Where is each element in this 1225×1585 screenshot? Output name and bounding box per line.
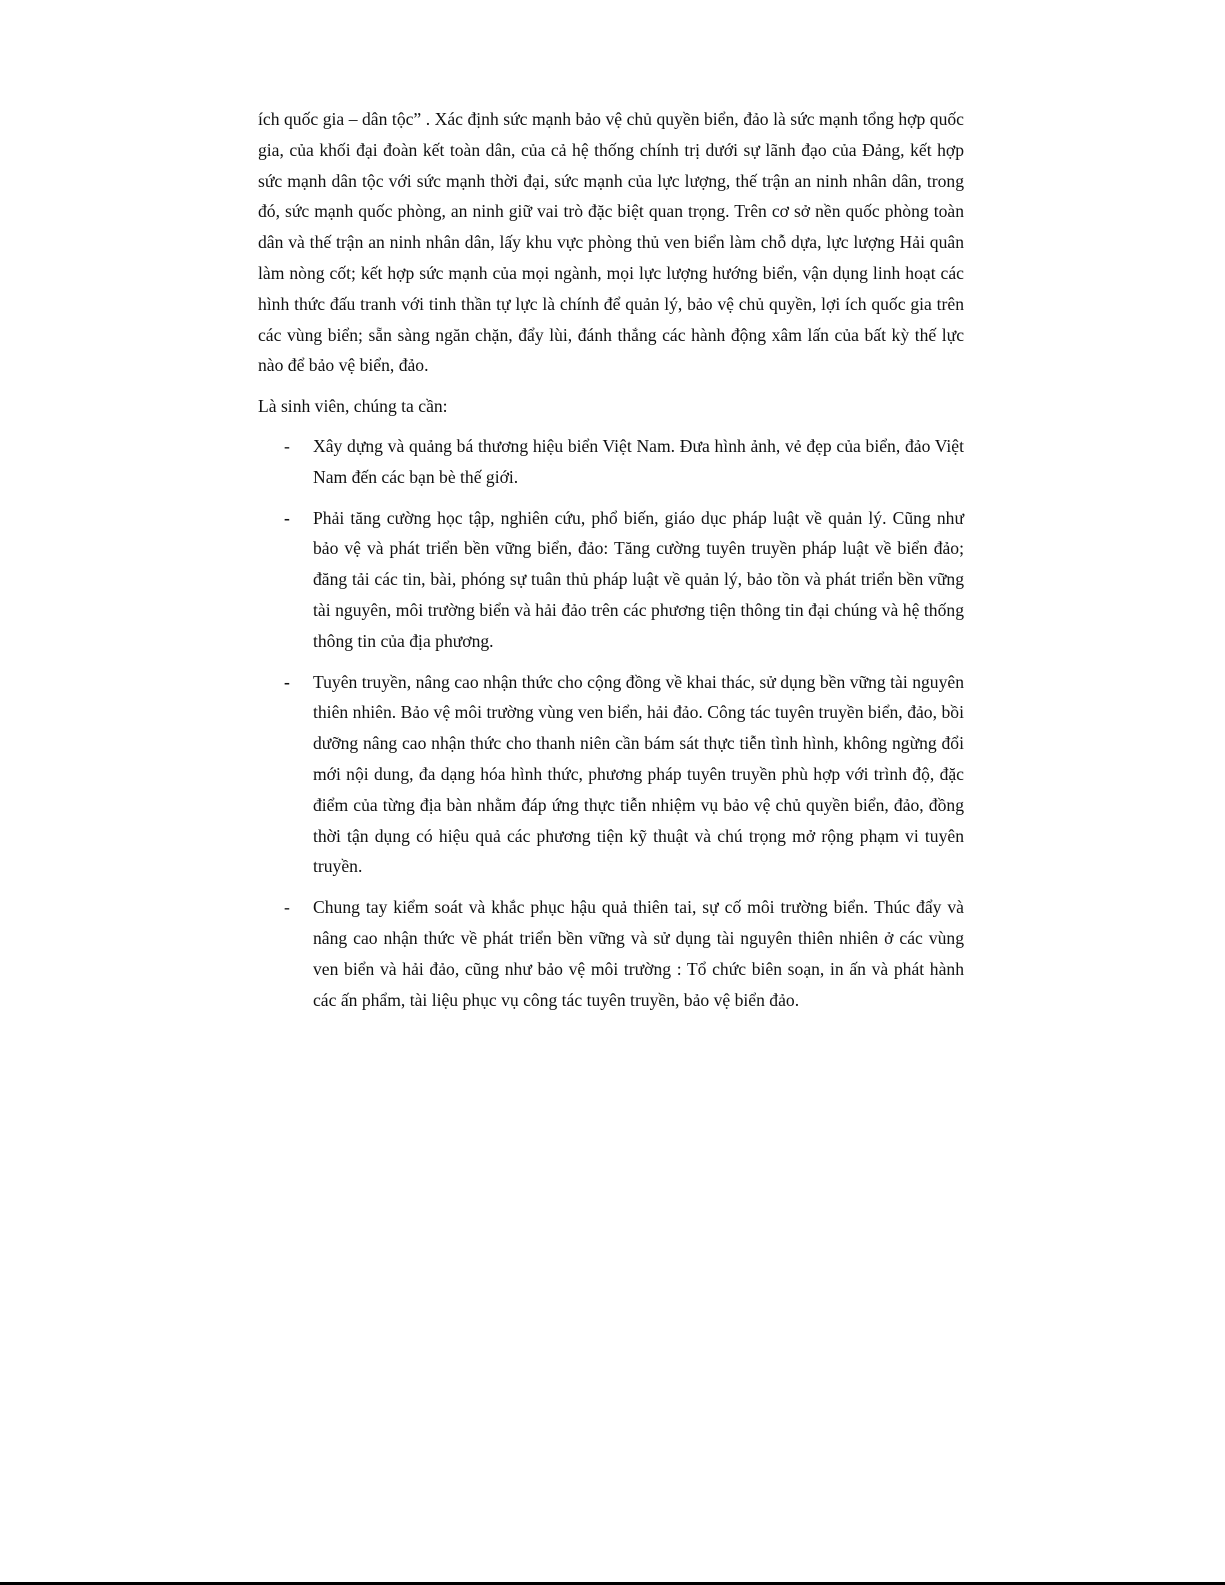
bullet-dash: - bbox=[284, 671, 290, 692]
bullet-item bbox=[258, 892, 964, 1015]
bullet-text: Chung tay kiểm soát và khắc phục hậu quả thiên tai, sự cố môi trường biển. Thúc đẩy và nâng cao nhận thức về phát triển bền vững và sử dụng tài nguyên thiên nhiên ở các vùng ven biển và hải đảo, cũng như bảo vệ môi trường : Tổ chức biên soạn, in ấn và phát hành các ấn phẩm, tài liệu phục vụ công tác tuyên truyền, bảo vệ biển đảo. bbox=[313, 897, 964, 1010]
body-paragraph: ích quốc gia – dân tộc” . Xác định sức mạnh bảo vệ chủ quyền biển, đảo là sức mạnh tổng hợp quốc gia, của khối đại đoàn kết toàn dân, của cả hệ thống chính trị dưới sự lãnh đạo của Đảng, kết hợp sức mạnh dân tộc với sức mạnh thời đại, sức mạnh của lực lượng, thế trận an ninh nhân dân, trong đó, sức mạnh quốc phòng, an ninh giữ vai trò đặc biệt quan trọng. Trên cơ sở nền quốc phòng toàn dân và thế trận an ninh nhân dân, lấy khu vực phòng thủ ven biển làm chỗ dựa, lực lượng Hải quân làm nòng cốt; kết hợp sức mạnh của mọi ngành, mọi lực lượng hướng biển, vận dụng linh hoạt các hình thức đấu tranh với tinh thần tự lực là chính để quản lý, bảo vệ chủ quyền, lợi ích quốc gia trên các vùng biển; sẵn sàng ngăn chặn, đẩy lùi, đánh thắng các hành động xâm lấn của bất kỳ thế lực nào để bảo vệ biển, đảo. bbox=[258, 109, 964, 376]
bullet-text: Tuyên truyền, nâng cao nhận thức cho cộng đồng về khai thác, sử dụng bền vững tài nguyên thiên nhiên. Bảo vệ môi trường vùng ven biển, hải đảo. Công tác tuyên truyền biển, đảo, bồi dưỡng nâng cao nhận thức cho thanh niên cần bám sát thực tiễn tình hình, không ngừng đổi mới nội dung, đa dạng hóa hình thức, phương pháp tuyên truyền phù hợp với trình độ, đặc điểm của từng địa bàn nhằm đáp ứng thực tiễn nhiệm vụ bảo vệ chủ quyền biển, đảo, đồng thời tận dụng có hiệu quả các phương tiện kỹ thuật và chú trọng mở rộng phạm vi tuyên truyền. bbox=[313, 671, 964, 877]
document-page bbox=[258, 104, 964, 1025]
bullet-item bbox=[258, 667, 964, 883]
bullet-text: Phải tăng cường học tập, nghiên cứu, phổ biến, giáo dục pháp luật về quản lý. Cũng như bảo vệ và phát triển bền vững biển, đảo: Tăng cường tuyên truyền pháp luật về biển đảo; đăng tải các tin, bài, phóng sự tuân thủ pháp luật về quản lý, bảo tồn và phát triển bền vững tài nguyên, môi trường biển và hải đảo trên các phương tiện thông tin đại chúng và hệ thống thông tin của địa phương. bbox=[313, 507, 964, 651]
bullet-item bbox=[258, 503, 964, 657]
bullet-dash: - bbox=[284, 435, 290, 456]
bullet-item bbox=[258, 431, 964, 493]
bullet-dash: - bbox=[284, 507, 290, 528]
bullet-list bbox=[258, 431, 964, 1015]
bullet-dash: - bbox=[284, 897, 290, 918]
intro-line: Là sinh viên, chúng ta cần: bbox=[258, 396, 448, 417]
bullet-text: Xây dựng và quảng bá thương hiệu biển Việt Nam. Đưa hình ảnh, vẻ đẹp của biển, đảo Việt Nam đến các bạn bè thế giới. bbox=[313, 435, 964, 487]
